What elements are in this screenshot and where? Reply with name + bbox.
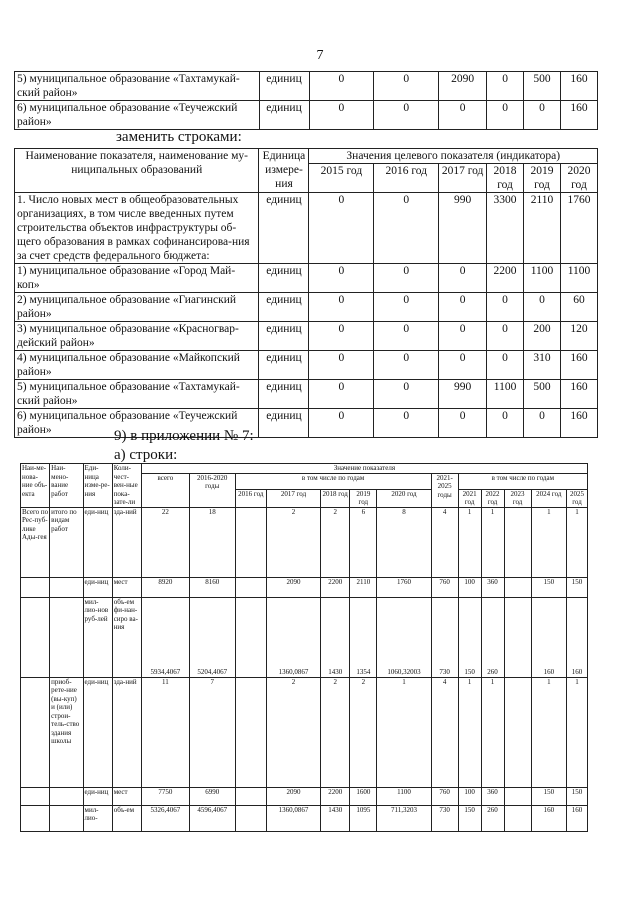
cell: 160 — [567, 805, 588, 831]
cell: 1 — [531, 677, 566, 787]
cell — [504, 577, 531, 597]
row-label: еди-ниц — [83, 677, 112, 787]
cell: 500 — [524, 72, 561, 101]
row-label: 3) муниципальное образование «Красногвар-дейский район» — [15, 322, 259, 351]
cell: 2200 — [321, 577, 350, 597]
cell: 1100 — [560, 264, 597, 293]
cell: 160 — [560, 351, 597, 380]
cell: 0 — [309, 322, 374, 351]
cell — [235, 677, 266, 787]
cell: 0 — [487, 322, 524, 351]
cell: 8160 — [189, 577, 235, 597]
row-label: приоб-рете-ние (вы-куп) и (или) строи-тель-ство здания школы — [50, 677, 83, 787]
row-label: мест — [112, 577, 141, 597]
row-label: 6) муниципальное образование «Теучежский район» — [15, 101, 260, 130]
row-label: 5) муниципальное образование «Тахтамукай-ский район» — [15, 380, 259, 409]
cell: 0 — [524, 409, 561, 438]
row-label — [50, 787, 83, 805]
cell: 1100 — [487, 380, 524, 409]
cell: 1 — [481, 507, 504, 577]
cell: 0 — [374, 101, 439, 130]
cell — [504, 507, 531, 577]
cell: 11 — [141, 677, 189, 787]
page-number: 7 — [316, 48, 324, 63]
cell: 1430 — [321, 805, 350, 831]
cell: 5204,4067 — [189, 597, 235, 677]
table-row — [15, 380, 598, 409]
cell: 360 — [481, 787, 504, 805]
cell: 1760 — [377, 577, 431, 597]
cell: единиц — [259, 193, 309, 264]
col-qty: Коли-чест-вен-ные пока-зате-ли — [112, 464, 141, 508]
year-header: 2018 год — [321, 489, 350, 507]
row-label — [50, 805, 83, 831]
year-header: 2025 год — [567, 489, 588, 507]
heading-rows: а) строки: — [114, 447, 178, 463]
cell: 160 — [561, 72, 598, 101]
cell: 0 — [309, 264, 374, 293]
cell: 711,3203 — [377, 805, 431, 831]
cell: 2110 — [350, 577, 377, 597]
table-row — [21, 597, 588, 677]
cell — [235, 577, 266, 597]
year-header: 2021 год — [458, 489, 481, 507]
row-label: еди-ниц — [83, 787, 112, 805]
cell: 0 — [374, 322, 439, 351]
cell: 0 — [374, 409, 439, 438]
table-new-rows — [14, 148, 598, 438]
row-label: 1) муниципальное образование «Город Май-коп» — [15, 264, 259, 293]
table-row — [15, 101, 598, 130]
cell: 760 — [431, 787, 458, 805]
year-header: 2024 год — [531, 489, 566, 507]
cell: 0 — [524, 101, 561, 130]
cell: 100 — [458, 787, 481, 805]
cell: 160 — [560, 409, 597, 438]
cell — [235, 507, 266, 577]
row-label: зда-ний — [112, 677, 141, 787]
cell: единиц — [259, 293, 309, 322]
cell: 0 — [439, 293, 487, 322]
year-header: 2016 год — [374, 164, 439, 193]
cell: единиц — [259, 351, 309, 380]
cell — [504, 597, 531, 677]
table-row — [21, 677, 588, 787]
row-label: мил-лио-нов руб-лей — [83, 597, 112, 677]
cell: 3300 — [487, 193, 524, 264]
row-label: 6) муниципальное образование «Теучежский район» — [15, 409, 259, 438]
col-obj: Наи-ме-нова-ние объ-екта — [21, 464, 50, 508]
cell — [235, 787, 266, 805]
cell: 22 — [141, 507, 189, 577]
row-label — [21, 805, 50, 831]
cell: 60 — [560, 293, 597, 322]
table-row — [21, 787, 588, 805]
table-appendix — [20, 463, 588, 832]
cell: 2 — [350, 677, 377, 787]
year-header: 2020 год — [377, 489, 431, 507]
cell: 0 — [487, 72, 524, 101]
table-old-rows — [14, 71, 598, 130]
cell: 0 — [487, 409, 524, 438]
row-label: 5) муниципальное образование «Тахтамукай-ский район» — [15, 72, 260, 101]
row-label: итого по видам работ — [50, 507, 83, 577]
cell: 150 — [567, 787, 588, 805]
row-label: мест — [112, 787, 141, 805]
col-header-unit: Единица измере-ния — [259, 149, 309, 193]
table-row — [15, 293, 598, 322]
row-label: 4) муниципальное образование «Майкопский район» — [15, 351, 259, 380]
cell: 990 — [439, 193, 487, 264]
cell: 0 — [309, 409, 374, 438]
cell — [504, 805, 531, 831]
table-row — [15, 322, 598, 351]
cell: 1 — [531, 507, 566, 577]
col-unit: Еди-ница изме-ре-ния — [83, 464, 112, 508]
cell: 1760 — [560, 193, 597, 264]
cell: 2090 — [266, 787, 320, 805]
cell: 360 — [481, 577, 504, 597]
cell: 5934,4067 — [141, 597, 189, 677]
col-work: Наи-мено-вание работ — [50, 464, 83, 508]
cell: 4 — [431, 677, 458, 787]
row-label — [21, 597, 50, 677]
cell: 0 — [374, 380, 439, 409]
cell: 150 — [458, 805, 481, 831]
cell: 0 — [309, 101, 374, 130]
col-header-name: Наименование показателя, наименование му-ниципальных образований — [15, 149, 259, 193]
year-header: 2018 год — [487, 164, 524, 193]
row-label: объ-ем фи-нан-сиро ва-ния — [112, 597, 141, 677]
row-label — [21, 787, 50, 805]
cell: 2200 — [321, 787, 350, 805]
cell: единиц — [259, 101, 309, 130]
year-header: 2019 год — [524, 164, 561, 193]
year-header: 2023 год — [504, 489, 531, 507]
row-label — [21, 677, 50, 787]
cell: 200 — [524, 322, 561, 351]
cell — [235, 597, 266, 677]
cell: 0 — [374, 193, 439, 264]
col-2016-2020: 2016-2020 годы — [189, 473, 235, 507]
cell: 1060,32003 — [377, 597, 431, 677]
cell: 0 — [374, 351, 439, 380]
cell: 1 — [567, 677, 588, 787]
cell: 0 — [309, 380, 374, 409]
cell — [504, 787, 531, 805]
cell: 150 — [567, 577, 588, 597]
cell: 2090 — [439, 72, 487, 101]
cell: 4596,4067 — [189, 805, 235, 831]
cell: 260 — [481, 805, 504, 831]
heading-appendix: 9) в приложении № 7: — [114, 428, 254, 444]
cell: 1360,0867 — [266, 805, 320, 831]
cell: 120 — [560, 322, 597, 351]
cell: 100 — [458, 577, 481, 597]
cell: 1 — [458, 677, 481, 787]
table-row — [21, 507, 588, 577]
cell — [504, 677, 531, 787]
cell: 2 — [266, 507, 320, 577]
cell: 1095 — [350, 805, 377, 831]
cell: 0 — [439, 101, 487, 130]
cell: 160 — [531, 805, 566, 831]
cell: 1100 — [524, 264, 561, 293]
row-label: еди-ниц — [83, 507, 112, 577]
cell: 8920 — [141, 577, 189, 597]
cell: 0 — [309, 72, 374, 101]
cell: единиц — [259, 322, 309, 351]
cell: 260 — [481, 597, 504, 677]
cell: 0 — [487, 351, 524, 380]
heading-replace: заменить строками: — [116, 129, 242, 145]
cell: 0 — [309, 351, 374, 380]
cell: 150 — [531, 787, 566, 805]
cell: 150 — [531, 577, 566, 597]
cell: 2200 — [487, 264, 524, 293]
cell: 0 — [439, 351, 487, 380]
col-value: Значение показателя — [141, 464, 587, 474]
table-row — [21, 805, 588, 831]
table-row — [15, 409, 598, 438]
cell: 1 — [567, 507, 588, 577]
cell: 730 — [431, 805, 458, 831]
col-incl2: в том числе по годам — [458, 473, 587, 489]
row-label: мил-лио- — [83, 805, 112, 831]
row-label: Всего по Рес-пуб-лике Ады-гея — [21, 507, 50, 577]
row-label: зда-ний — [112, 507, 141, 577]
cell: 0 — [374, 293, 439, 322]
cell: единиц — [259, 380, 309, 409]
cell: 1354 — [350, 597, 377, 677]
cell: 0 — [439, 264, 487, 293]
cell: 0 — [309, 293, 374, 322]
cell — [235, 805, 266, 831]
cell: 0 — [524, 293, 561, 322]
cell: 730 — [431, 597, 458, 677]
row-label — [50, 577, 83, 597]
row-label — [50, 597, 83, 677]
cell: 0 — [487, 293, 524, 322]
cell: 2 — [321, 677, 350, 787]
cell: 1 — [481, 677, 504, 787]
col-total: всего — [141, 473, 189, 507]
cell: 160 — [561, 101, 598, 130]
cell: 1 — [377, 677, 431, 787]
row-label — [21, 577, 50, 597]
table-row — [15, 264, 598, 293]
row-label: объ-ем — [112, 805, 141, 831]
cell: 0 — [439, 409, 487, 438]
cell: 0 — [309, 193, 374, 264]
cell: 18 — [189, 507, 235, 577]
cell: 1430 — [321, 597, 350, 677]
cell: единиц — [259, 72, 309, 101]
cell: 0 — [374, 72, 439, 101]
cell: 0 — [439, 322, 487, 351]
year-header: 2015 год — [309, 164, 374, 193]
cell: 160 — [531, 597, 566, 677]
cell: 1100 — [377, 787, 431, 805]
cell: 5326,4067 — [141, 805, 189, 831]
cell: 990 — [439, 380, 487, 409]
cell: 160 — [567, 597, 588, 677]
table-row — [15, 351, 598, 380]
table-row — [15, 193, 598, 264]
cell: 7750 — [141, 787, 189, 805]
cell: 310 — [524, 351, 561, 380]
cell: 150 — [458, 597, 481, 677]
row-label: еди-ниц — [83, 577, 112, 597]
col-header-group: Значения целевого показателя (индикатора) — [309, 149, 598, 164]
col-2021-2025: 2021-2025 годы — [431, 473, 458, 507]
cell: 2110 — [524, 193, 561, 264]
cell: 160 — [560, 380, 597, 409]
year-header: 2017 год — [439, 164, 487, 193]
year-header: 2016 год — [235, 489, 266, 507]
cell: 1360,0867 — [266, 597, 320, 677]
col-incl1: в том числе по годам — [235, 473, 431, 489]
row-label: 2) муниципальное образование «Гиагинский район» — [15, 293, 259, 322]
cell: 2090 — [266, 577, 320, 597]
cell: 0 — [487, 101, 524, 130]
table-row — [21, 577, 588, 597]
year-header: 2019 год — [350, 489, 377, 507]
cell: 2 — [321, 507, 350, 577]
row-label: 1. Число новых мест в общеобразовательных организациях, в том числе введенных путем строительства объектов инфраструктуры об-щего образования в рамках софинансирова-ния за счет средств федерального бюджета: — [15, 193, 259, 264]
year-header: 2020 год — [560, 164, 597, 193]
cell: 1 — [458, 507, 481, 577]
cell: 760 — [431, 577, 458, 597]
cell: 1600 — [350, 787, 377, 805]
cell: 0 — [374, 264, 439, 293]
table-row — [15, 72, 598, 101]
cell: единиц — [259, 409, 309, 438]
year-header: 2022 год — [481, 489, 504, 507]
cell: единиц — [259, 264, 309, 293]
cell: 6 — [350, 507, 377, 577]
cell: 8 — [377, 507, 431, 577]
cell: 6990 — [189, 787, 235, 805]
cell: 7 — [189, 677, 235, 787]
year-header: 2017 год — [266, 489, 320, 507]
cell: 2 — [266, 677, 320, 787]
cell: 500 — [524, 380, 561, 409]
cell: 4 — [431, 507, 458, 577]
